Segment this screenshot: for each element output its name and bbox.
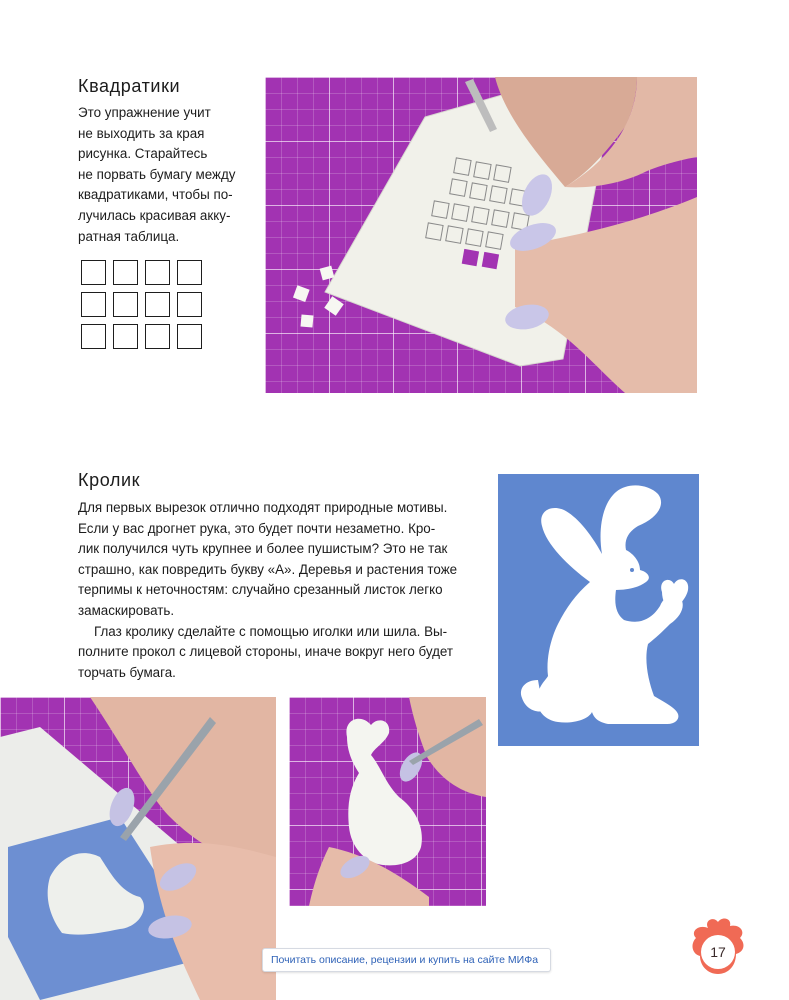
text-line: страшно, как повредить букву «А». Деревья и растения тоже: [78, 561, 458, 577]
text-line: полните прокол с лицевой стороны, иначе вокруг него будет: [78, 644, 454, 660]
square-cell: [145, 260, 170, 285]
square-cell: [177, 324, 202, 349]
hands-cutting-squares-photo: [265, 77, 697, 393]
text-line: рисунка. Старайтесь: [78, 146, 208, 162]
text-line: Если у вас дрогнет рука, это будет почти незаметно. Кро-: [78, 520, 436, 536]
text-line: Глаз кролику сделайте с помощью иголки или шила. Вы-: [94, 623, 448, 639]
squares-heading: Квадратики: [78, 76, 181, 96]
rabbit-template-card: [498, 474, 699, 746]
square-cell: [113, 260, 138, 285]
square-cell: [177, 260, 202, 285]
text-line: торчать бумага.: [78, 664, 176, 680]
text-line: квадратиками, чтобы по-: [78, 187, 233, 203]
rabbit-silhouette: [498, 474, 699, 746]
square-cell: [81, 260, 106, 285]
cutting-rabbit-photo: [0, 697, 276, 1000]
square-cell: [113, 324, 138, 349]
text-line: терпимы к неточностям: случайно срезанный листок легко: [78, 582, 443, 598]
text-line: лик получился чуть крупнее и более пушистым? Это не так: [78, 541, 448, 557]
square-cell: [177, 292, 202, 317]
text-line: лучилась красивая акку-: [78, 207, 231, 223]
square-cell: [145, 324, 170, 349]
cut-out-rabbit-photo: [289, 697, 486, 906]
rabbit-text: [78, 498, 457, 683]
text-line: Для первых вырезок отлично подходят природные мотивы.: [78, 500, 448, 515]
photo-illustration: [265, 77, 697, 393]
photo-illustration: [289, 697, 486, 906]
text-line: ратная таблица.: [78, 228, 180, 244]
photo-illustration: [0, 697, 276, 1000]
square-cell: [113, 292, 138, 317]
rabbit-heading: Кролик: [78, 470, 141, 490]
text-line: не выходить за края: [78, 125, 205, 141]
square-cell: [81, 292, 106, 317]
squares-text: [78, 103, 236, 247]
squares-diagram: [81, 260, 202, 349]
text-line: замаскировать.: [78, 602, 175, 618]
text-line: не порвать бумагу между: [78, 166, 236, 182]
page-number: 17: [710, 944, 726, 960]
text-line: Это упражнение учит: [78, 105, 211, 120]
buy-on-mif-link[interactable]: Почитать описание, рецензии и купить на сайте МИФа: [262, 948, 551, 972]
square-cell: [81, 324, 106, 349]
square-cell: [145, 292, 170, 317]
